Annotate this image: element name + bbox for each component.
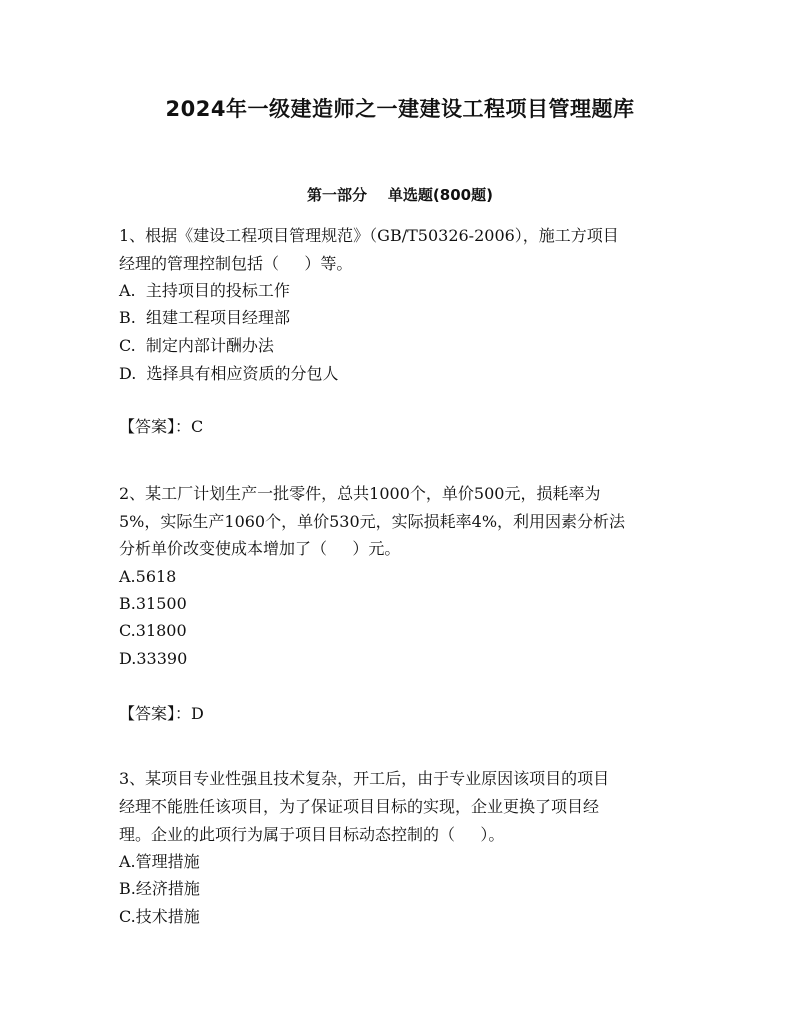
question-2-stem-line-2: 5%，实际生产1060个，单价530元，实际损耗率4%，利用因素分析法 [119,512,626,531]
question-3-stem-line-2: 经理不能胜任该项目，为了保证项目目标的实现，企业更换了项目经 [119,797,600,816]
question-3-option-a: A.管理措施 [119,852,200,871]
question-2-answer: 【答案】：D [119,704,204,723]
question-3-option-c: C.技术措施 [119,907,200,926]
question-3-option-b: B.经济措施 [119,879,200,898]
question-3-stem-line-3: 理。企业的此项行为属于项目目标动态控制的（ ）。 [119,825,505,844]
question-2-stem-line-3: 分析单价改变使成本增加了（ ）元。 [119,539,401,558]
question-2-stem-line-1: 2、某工厂计划生产一批零件，总共1000个，单价500元，损耗率为 [119,484,601,503]
question-1-option-c: C. 制定内部计酬办法 [119,336,274,355]
section-title: 第一部分 单选题(800题) [307,186,493,204]
question-1-stem-line-1: 1、根据《建设工程项目管理规范》（GB/T50326-2006），施工方项目 [119,226,619,245]
question-1-answer: 【答案】：C [119,417,204,436]
question-2-option-a: A.5618 [119,567,177,586]
question-2-option-b: B.31500 [119,594,187,613]
document-title: 2024年一级建造师之一建建设工程项目管理题库 [165,97,635,121]
question-1-option-d: D. 选择具有相应资质的分包人 [119,364,339,383]
question-2-option-c: C.31800 [119,621,187,640]
question-1-stem-line-2: 经理的管理控制包括（ ）等。 [119,254,353,273]
question-2-option-d: D.33390 [119,649,188,668]
question-3-stem-line-1: 3、某项目专业性强且技术复杂，开工后，由于专业原因该项目的项目 [119,769,610,788]
question-1-option-b: B. 组建工程项目经理部 [119,308,291,327]
question-1-option-a: A. 主持项目的投标工作 [119,281,290,300]
